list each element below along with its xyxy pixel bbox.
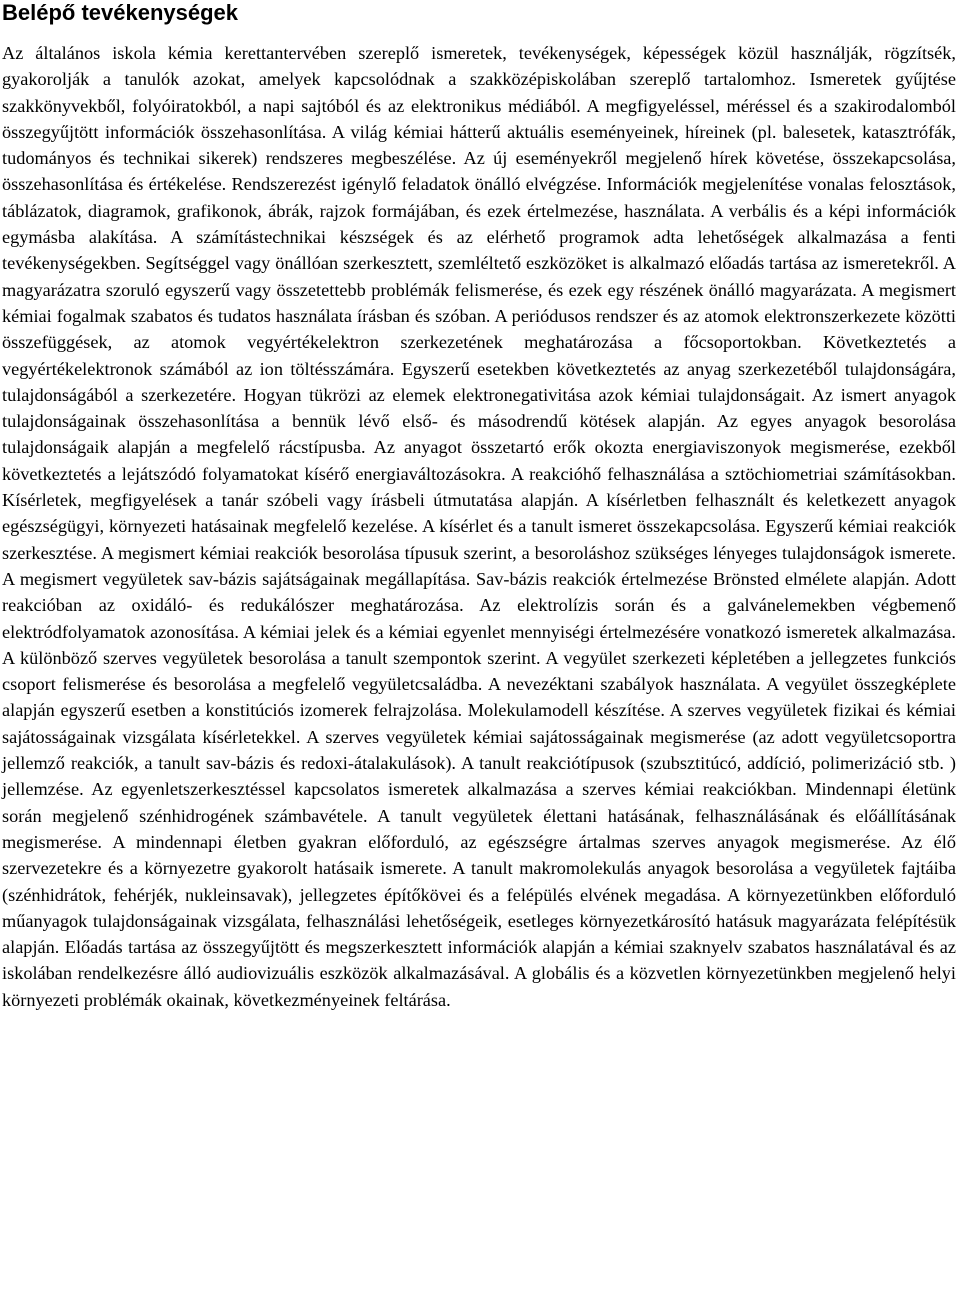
section-heading: Belépő tevékenységek	[2, 0, 239, 25]
body-paragraph: Az általános iskola kémia kerettantervében szereplő ismeretek, tevékenységek, képességek közül használják, rögzítsék, gyakorolják a tanulók azokat, amelyek kapcsolódnak a szakközépiskolában szereplő tartalomhoz. Ismeretek gyűjtése szakkönyvekből, folyóiratokból, a napi sajtóból és az elektronikus médiából. A megfigyeléssel, méréssel és a szakirodalomból összegyűjtött információk összehasonlítása. A világ kémiai hátterű aktuális eseményeinek, híreinek (pl. balesetek, katasztrófák, tudományos és technikai sikerek) rendszeres megbeszélése. Az új eseményekről megjelenő hírek követése, összekapcsolása, összehasonlítása és értékelése. Rendszerezést igénylő feladatok önálló elvégzése. Információk megjelenítése vonalas felosztások, táblázatok, diagramok, grafikonok, ábrák, rajzok formájában, és ezek értelmezése, használata. A verbális és a képi információk egymásba alakítása. A számítástechnikai készségek és az elérhető programok adta lehetőségek alkalmazása a fenti tevékenységekben. Segítséggel vagy önállóan szerkesztett, szemléltető eszközöket is alkalmazó előadás tartása az ismeretekről. A magyarázatra szoruló egyszerű vagy összetettebb problémák felismerése, és ezek egy részének önálló magyarázata. A megismert kémiai fogalmak szabatos és tudatos használata írásban és szóban. A periódusos rendszer és az atomok elektronszerkezete közötti összefüggések, az atomok vegyértékelektron szerkezetének meghatározása a főcsoportokban. Következtetés a vegyértékelektronok számából az ion töltésszámára. Egyszerű esetekben következtetés az anyag szerkezetéből tulajdonságára, tulajdonságából a szerkezetére. Hogyan tükrözi az elemek elektronegativitása azok kémiai tulajdonságait. Az ismert anyagok tulajdonságainak összehasonlítása a bennük lévő első- és másodrendű kötések alapján. Az egyes anyagok besorolása tulajdonságaik alapján a megfelelő rácstípusba. Az anyagot összetartó erők okozta energiaviszonyok megismerése, ezekből következtetés a lejátszódó folyamatokat kísérő energiaváltozásokra. A reakcióhő felhasználása a sztöchiometriai számításokban. Kísérletek, megfigyelések a tanár szóbeli vagy írásbeli útmutatása alapján. A kísérletben felhasznált és keletkezett anyagok egészségügyi, környezeti hatásainak megfelelő kezelése. A kísérlet és a tanult ismeret összekapcsolása. Egyszerű kémiai reakciók szerkesztése. A megismert kémiai reakciók besorolása típusuk szerint, a besoroláshoz szükséges lényeges tulajdonságok ismerete. A megismert vegyületek sav-bázis sajátságainak megállapítása. Sav-bázis reakciók értelmezése Brönsted elmélete alapján. Adott reakcióban az oxidáló- és redukálószer meghatározása. Az elektrolízis során és a galvánelemekben végbemenő elektródfolyamatok azonosítása. A kémiai jelek és a kémiai egyenlet mennyiségi értelmezésére vonatkozó ismeretek alkalmazása. A különböző szerves vegyületek besorolása a tanult szempontok szerint. A vegyület szerkezeti képletében a jellegzetes funkciós csoport felismerése és besorolása a megfelelő vegyületcsaládba. A nevezéktani szabályok használata. A vegyület összegképlete alapján egyszerű esetben a konstitúciós izomerek felrajzolása. Molekulamodell készítése. A szerves vegyületek fizikai és kémiai sajátosságainak vizsgálata kísérletekkel. A szerves vegyületek kémiai sajátosságainak megismerése (az adott vegyületcsoportra jellemző reakciók, a tanult sav-bázis és redoxi-átalakulások). A tanult reakciótípusok (szubsztitúcó, addíció, polimerizáció stb. ) jellemzése. Az egyenletszerkesztéssel kapcsolatos ismeretek alkalmazása a szerves kémiai reakciókban. Mindennapi életünk során megjelenő szénhidrogének számbavétele. A tanult vegyületek élettani hatásának, felhasználásának és előállításának megismerése. A mindennapi életben gyakran előforduló, az egészségre ártalmas szerves anyagok megismerése. Az élő szervezetekre és a környezetre gyakorolt hatásaik ismerete. A tanult makromolekulás anyagok besorolása a vegyületek fajtáiba (szénhidrátok, fehérjék, nukleinsavak), jellegzetes építőkövei és a felépülés elvének megadása. A környezetünkben előforduló műanyagok tulajdonságainak vizsgálata, felhasználási lehetőségeik, esetleges környezetkárosító hatásuk magyarázata felépítésük alapján. Előadás tartása az összegyűjtött és megszerkesztett információk alapján a kémiai szaknyelv szabatos használatával és az iskolában rendelkezésre álló audiovizuális eszközök alkalmazásával. A globális és a közvetlen környezetünkben megjelenő helyi környezeti problémák okainak, következményeinek feltárása.	[2, 43, 956, 1010]
